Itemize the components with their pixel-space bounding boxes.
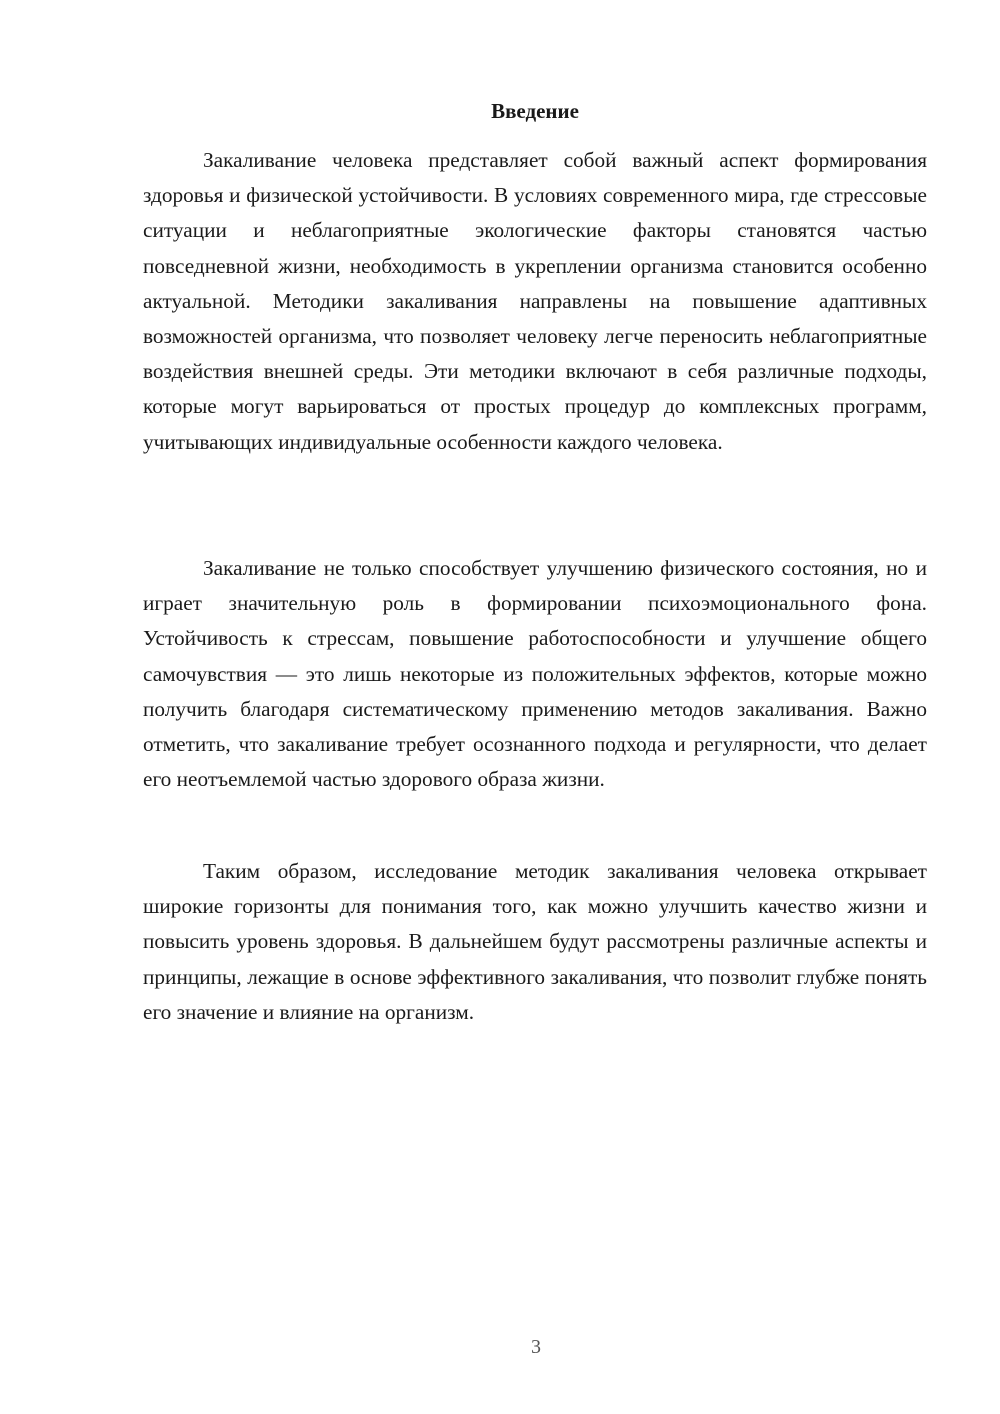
paragraph-3: Таким образом, исследование методик закаливания человека открывает широкие горизонты для понимания того, как можно улучшить качество жизни и повысить уровень здоровья. В дальнейшем будут рассмотрены различные аспекты и принципы, лежащие в основе эффективного закаливания, что позволит глубже понять его значение и влияние на организм. [143,859,927,1024]
section-title: Введение [491,99,579,123]
page-number: 3 [531,1336,541,1358]
paragraph-2: Закаливание не только способствует улучшению физического состояния, но и играет значительную роль в формировании психоэмоционального фона. Устойчивость к стрессам, повышение работоспособности и улучшение общего самочувствия — это лишь некоторые из положительных эффектов, которые можно получить благодаря систематическому применению методов закаливания. Важно отметить, что закаливание требует осознанного подхода и регулярности, что делает его неотъемлемой частью здорового образа жизни. [143,556,927,792]
paragraph-1: Закаливание человека представляет собой важный аспект формирования здоровья и физической устойчивости. В условиях современного мира, где стрессовые ситуации и неблагоприятные экологические факторы становятся частью повседневной жизни, необходимость в укреплении организма становится особенно актуальной. Методики закаливания направлены на повышение адаптивных возможностей организма, что позволяет человеку легче переносить неблагоприятные воздействия внешней среды. Эти методики включают в себя различные подходы, которые могут варьироваться от простых процедур до комплексных программ, учитывающих индивидуальные особенности каждого человека. [143,148,927,454]
